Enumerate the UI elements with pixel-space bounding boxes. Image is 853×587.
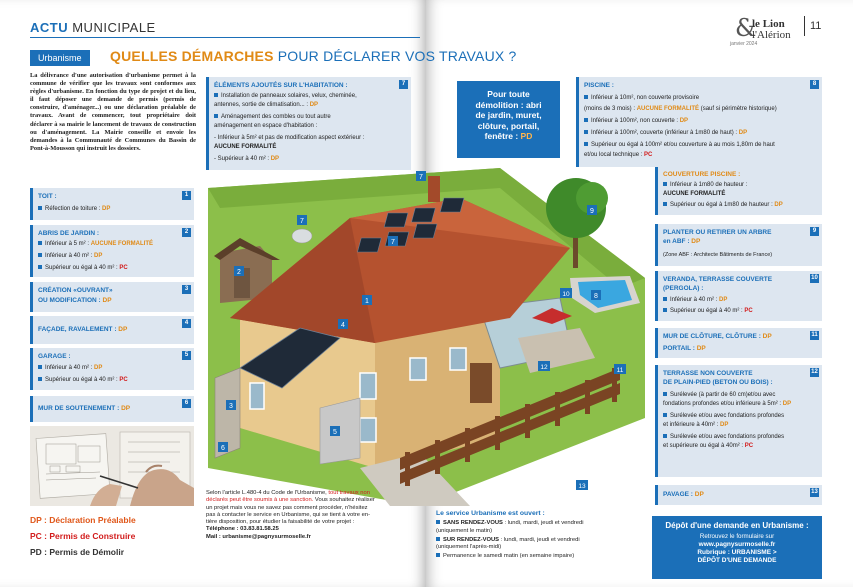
box-piscine — [576, 77, 822, 167]
marker-1 — [362, 295, 372, 305]
box-line: - Inférieur à 5m² et pas de modification aspect extérieur : — [214, 135, 365, 141]
svg-text:2: 2 — [237, 269, 241, 276]
legal-reference-text — [206, 490, 418, 541]
svg-text:11: 11 — [616, 367, 624, 374]
svg-text:10: 10 — [562, 291, 570, 298]
marker-5 — [330, 426, 340, 436]
rubric-header — [30, 20, 156, 35]
svg-text:6: 6 — [221, 445, 225, 452]
svg-text:5: 5 — [333, 429, 337, 436]
demolition-line: Pour toute — [487, 89, 530, 99]
box-heading-2: DE PLAIN-PIED (BETON OU BOIS) : — [663, 379, 773, 386]
depot-rubric: Rubrique : URBANISME > — [697, 548, 777, 556]
marker-9 — [587, 205, 597, 215]
photo-plans-illustration — [30, 426, 194, 506]
box-number: 10 — [811, 275, 818, 281]
box-pavage — [655, 485, 822, 505]
title-rest: POUR DÉCLARER VOS TRAVAUX ? — [273, 48, 517, 64]
demolition-callout — [457, 81, 560, 158]
box-line: AUCUNE FORMALITÉ — [214, 144, 277, 150]
box-garage — [30, 348, 194, 390]
box-line: aménagement en espace d'habitation : — [214, 123, 318, 129]
legend-pd: PD : Permis de Démolir — [30, 547, 125, 557]
service-line: (uniquement l'après-midi) — [436, 544, 502, 551]
box-heading-2: PORTAIL : DP — [663, 345, 706, 352]
front-door — [470, 363, 492, 403]
box-line: Réfection de toiture : DP — [38, 206, 110, 212]
marker-6 — [218, 442, 228, 452]
box-number: 7 — [399, 80, 408, 89]
box-line: Surélevée et/ou avec fondations profondes — [663, 434, 784, 440]
depot-action: DÉPÔT D'UNE DEMANDE — [697, 556, 777, 564]
svg-text:4: 4 — [341, 322, 345, 329]
svg-text:1: 1 — [365, 298, 369, 305]
box-heading: PAVAGE : DP — [663, 491, 704, 498]
box-line: et supérieure ou égal à 40m² : PC — [663, 443, 754, 449]
legend-pc: PC : Permis de Construire — [30, 531, 136, 541]
box-heading: PISCINE : — [584, 82, 614, 89]
marker-8 — [591, 290, 601, 300]
box-heading: ÉLÉMENTS AJOUTÉS SUR L'HABITATION : — [214, 82, 348, 89]
box-elements-habitation — [206, 77, 411, 170]
box-heading: TERRASSE NON COUVERTE — [663, 370, 753, 377]
box-couverture-piscine — [655, 167, 822, 215]
ref-line: tière disposition, pour étudier la faisabilité de votre projet : — [206, 519, 355, 526]
box-line: Surélevée (à partir de 60 cm)et/ou avec — [663, 392, 775, 398]
box-line: - Supérieur à 40 m² : DP — [214, 156, 280, 162]
box-line: Installation de panneaux solaires, velux, cheminée, — [214, 93, 357, 99]
box-heading: CRÉATION «OUVRANT» — [38, 287, 113, 294]
marker-12 — [538, 361, 550, 371]
svg-text:7: 7 — [391, 239, 395, 246]
box-heading: MUR DE CLÔTURE, CLÔTURE : DP — [663, 333, 772, 340]
box-toit — [30, 188, 194, 220]
box-line: Supérieur ou égal à 1m80 de hauteur : DP — [663, 202, 783, 208]
depot-subtitle: Retrouvez le formulaire sur — [699, 533, 775, 540]
box-number: 12 — [811, 369, 818, 375]
box-line: Surélevée et/ou avec fondations profondes — [663, 413, 784, 419]
box-line: Supérieur ou égal à 100m² et/ou couverture à au mois 1,80m de haut — [584, 142, 775, 148]
marker-2 — [234, 266, 244, 276]
box-number: 11 — [811, 332, 818, 338]
box-line: et/ou local technique : PC — [584, 152, 653, 158]
box-heading-2: OU MODIFICATION : DP — [38, 297, 112, 304]
box-line: Inférieur à 100m², non couverte : DP — [584, 118, 688, 124]
box-line: Inférieur à 40 m² : DP — [663, 297, 727, 303]
box-heading-2: en ABF : DP — [663, 238, 701, 245]
box-number: 4 — [182, 319, 191, 328]
service-line: SUR RENDEZ-VOUS : lundi, mardi, jeudi et vendredi — [436, 537, 646, 544]
marker-11 — [614, 364, 626, 374]
svg-text:3: 3 — [229, 403, 233, 410]
service-line: (uniquement le matin) — [436, 527, 493, 534]
demolition-line: démolition : abri — [475, 99, 542, 110]
demolition-line: clôture, portail, — [477, 120, 540, 131]
box-line: Inférieur à 100m², couverte (inférieur à 1m80 de haut) : DP — [584, 130, 747, 136]
issue-date: janvier 2024 — [730, 41, 758, 47]
box-abris-de-jardin — [30, 225, 194, 277]
box-terrasse — [655, 365, 822, 477]
ref-line: un projet mais vous ne savez pas comment procéder, n'hésitez — [206, 504, 368, 511]
box-mur-soutenement — [30, 396, 194, 422]
service-line: Permanence le samedi matin (en semaine impaire) — [436, 553, 646, 560]
box-line: Inférieur à 40 m² : DP — [38, 253, 102, 259]
ref-line: Selon l'article L.480-4 du Code de l'Urbanisme, tout travaux non — [206, 490, 370, 496]
box-arbre — [655, 224, 822, 266]
box-line: AUCUNE FORMALITÉ — [663, 191, 726, 197]
box-line: fondations profondes et/ou inférieure à 5m² : DP — [663, 401, 792, 407]
box-cloture — [655, 328, 822, 358]
box-line: Supérieur ou égal à 40 m² : PC — [38, 265, 128, 271]
marker-4 — [338, 319, 348, 329]
ref-line: pas à contacter le service en Urbanisme, qui se tient à votre en- — [206, 511, 371, 518]
service-line: SANS RENDEZ-VOUS : lundi, mardi, jeudi et vendredi — [436, 520, 646, 527]
box-heading: MUR DE SOUTENEMENT : DP — [38, 405, 131, 412]
box-number: 3 — [182, 285, 191, 294]
marker-7a — [297, 215, 307, 225]
depot-callout — [652, 516, 822, 579]
marker-7c — [416, 171, 426, 181]
box-number: 8 — [810, 80, 819, 89]
demolition-line: de jardin, muret, — [475, 110, 542, 120]
rubric-normal: MUNICIPALE — [68, 20, 156, 35]
contact-phone: Téléphone : 03.83.81.58.25 — [206, 526, 279, 533]
page-number-divider — [804, 16, 805, 36]
box-line: Inférieur à 10m², non couverte provisoire — [584, 95, 699, 101]
box-veranda — [655, 271, 822, 321]
logo-line1: le Lion — [752, 18, 785, 30]
box-heading-2: (PERGOLA) : — [663, 285, 704, 292]
svg-text:12: 12 — [540, 364, 548, 371]
logo-ampersand: & — [735, 14, 757, 42]
title-bold: QUELLES DÉMARCHES — [110, 48, 274, 64]
page-title — [110, 48, 517, 64]
house-illustration — [200, 168, 645, 506]
logo-line2: l'Alérion — [752, 29, 791, 41]
box-heading: GARAGE : — [38, 353, 71, 360]
box-heading: COUVERTURE PISCINE : — [663, 171, 741, 178]
box-heading: VERANDA, TERRASSE COUVERTE — [663, 276, 773, 283]
box-number: 5 — [182, 351, 191, 360]
box-line: (Zone ABF : Architecte Bâtiments de France) — [663, 252, 773, 258]
depot-title: Dépôt d'une demande en Urbanisme : — [665, 521, 809, 530]
contact-email: Mail : urbanisme@pagnysurmoselle.fr — [206, 533, 311, 540]
box-line: Inférieur à 5 m² : AUCUNE FORMALITÉ — [38, 241, 153, 247]
demolition-line: fenêtre : PD — [484, 131, 533, 141]
box-line: antennes, sortie de climatisation... : DP — [214, 102, 319, 108]
box-facade — [30, 316, 194, 344]
svg-text:9: 9 — [590, 208, 594, 215]
box-line: Supérieur ou égal à 40 m² : PC — [663, 308, 753, 314]
rubric-bold: ACTU — [30, 20, 69, 35]
service-heading: Le service Urbanisme est ouvert : — [436, 510, 545, 517]
box-line: et inférieure à 40m² : DP — [663, 422, 729, 428]
service-hours — [436, 510, 646, 561]
legend-dp: DP : Déclaration Préalable — [30, 515, 136, 525]
box-line: Inférieur à 1m80 de hauteur : — [663, 182, 747, 188]
marker-3 — [226, 400, 236, 410]
box-number: 2 — [182, 228, 191, 237]
satellite-dish — [292, 229, 312, 243]
box-number: 13 — [811, 489, 818, 495]
svg-text:13: 13 — [578, 483, 586, 490]
marker-7b — [388, 236, 398, 246]
box-heading: FAÇADE, RAVALEMENT : DP — [38, 326, 128, 333]
marker-10 — [560, 288, 572, 298]
svg-text:8: 8 — [594, 293, 598, 300]
header-rule — [30, 37, 420, 38]
marker-13 — [576, 480, 588, 490]
page-number: 11 — [810, 20, 822, 32]
photo-plans-desk — [30, 426, 194, 506]
box-number: 1 — [182, 191, 191, 200]
svg-text:7: 7 — [419, 174, 423, 181]
bullet-square — [38, 206, 42, 210]
box-number: 9 — [810, 227, 819, 236]
box-line: Supérieur ou égal à 40 m² : PC — [38, 377, 128, 383]
box-line: (moins de 3 mois) : AUCUNE FORMALITÉ (sauf si périmètre historique) — [584, 106, 777, 112]
chimney — [428, 176, 440, 202]
section-tag: Urbanisme — [30, 50, 90, 66]
svg-text:7: 7 — [300, 218, 304, 225]
box-heading: TOIT : — [38, 193, 57, 200]
box-heading: ABRIS DE JARDIN : — [38, 230, 100, 237]
intro-paragraph: La délivrance d'une autorisation d'urbanisme permet à la commune de vérifier que les travaux sont conformes aux règles d'urbanisme. En fonction du type de projet et du lieu, il faut déposer une demande de permis (permis de construire, d'aménager...) ou une déclaration préalable de travaux. Avant de commencer, tout propriétaire doit déclarer à sa mairie le lancement de travaux de construction ou d'aménagement. La Mairie conseille et envoie les demandes à la Communauté de Communes du Bassin de Pont-à-Mousson qui instruit les dossiers. — [30, 72, 196, 152]
box-heading: PLANTER OU RETIRER UN ARBRE — [663, 229, 772, 236]
box-line: Aménagement des combles ou tout autre — [214, 114, 331, 120]
box-creation-ouvrant — [30, 282, 194, 312]
depot-url-link[interactable]: www.pagnysurmoselle.fr — [698, 540, 776, 548]
box-line: Inférieur à 40 m² : DP — [38, 365, 102, 371]
ref-line: déclarés peut être soumis à une sanction. Vous souhaitez réaliser — [206, 497, 375, 504]
box-number: 6 — [182, 399, 191, 408]
